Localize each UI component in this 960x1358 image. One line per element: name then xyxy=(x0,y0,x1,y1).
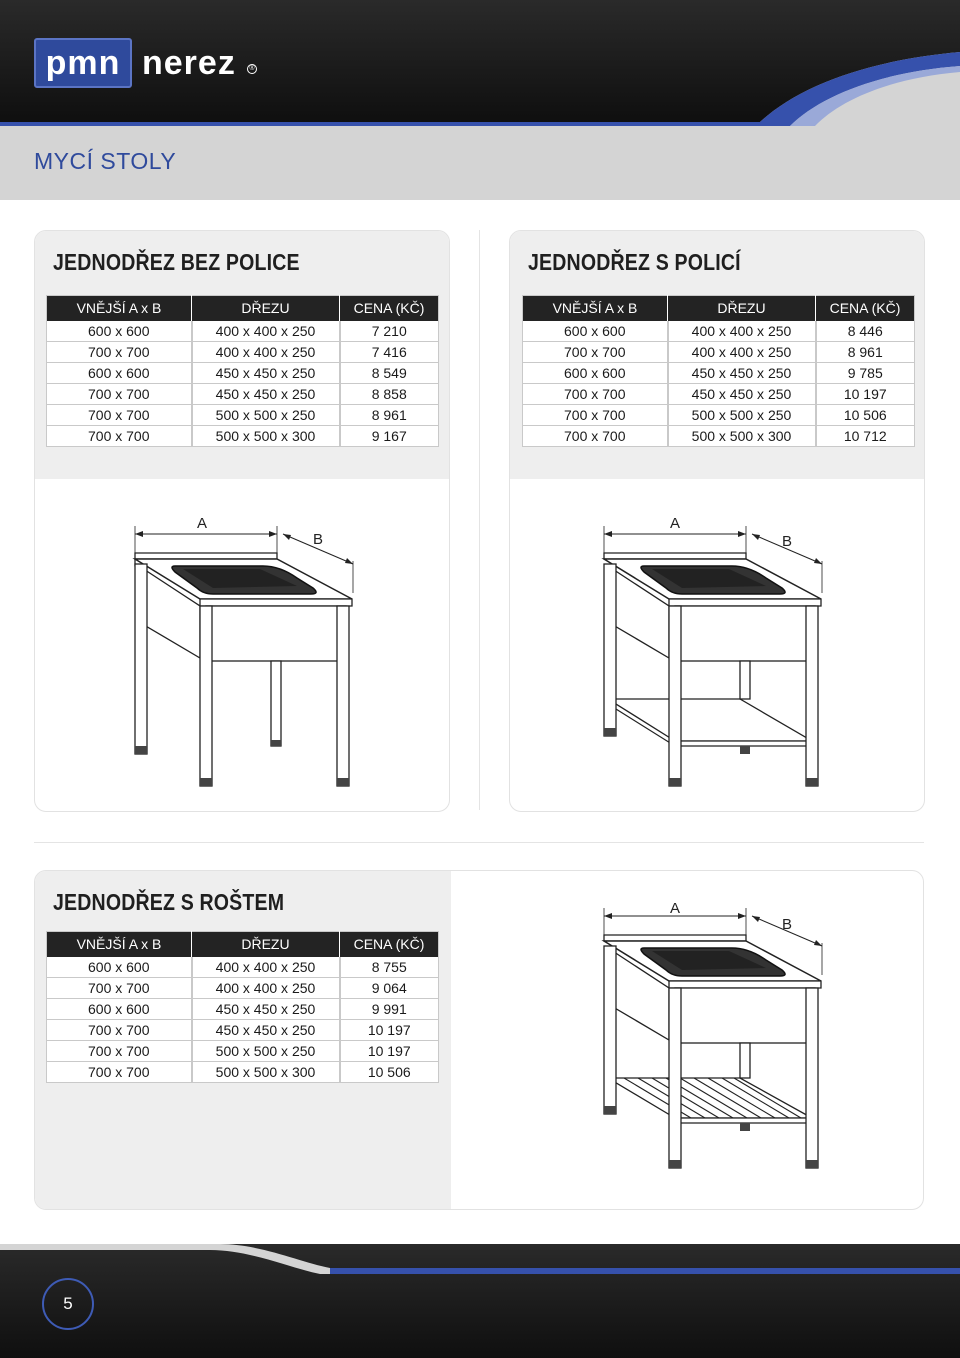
price-table xyxy=(46,931,439,1083)
table-row xyxy=(523,363,915,384)
dimension-b-label: B xyxy=(782,916,793,933)
table-row xyxy=(47,363,439,384)
dimension-b-label: B xyxy=(313,531,324,548)
price-cell: 7 416 xyxy=(340,342,439,363)
outer-size-cell: 700 x 700 xyxy=(47,384,192,405)
outer-size-cell: 600 x 600 xyxy=(523,363,668,384)
footer-background xyxy=(0,1244,960,1358)
logo-nerez: nerez xyxy=(142,44,236,82)
price-cell: 8 446 xyxy=(816,321,915,342)
section-title: JEDNODŘEZ S ROŠTEM xyxy=(53,889,285,915)
price-cell: 9 991 xyxy=(340,999,439,1020)
outer-size-cell: 700 x 700 xyxy=(47,1041,192,1062)
table-row xyxy=(47,999,439,1020)
price-cell: 9 785 xyxy=(816,363,915,384)
sink-size-cell: 450 x 450 x 250 xyxy=(668,363,816,384)
outer-size-cell: 600 x 600 xyxy=(47,999,192,1020)
sink-table-grate-diagram xyxy=(590,896,920,1196)
sink-size-cell: 400 x 400 x 250 xyxy=(192,321,340,342)
table-row xyxy=(47,957,439,978)
sink-size-cell: 400 x 400 x 250 xyxy=(668,342,816,363)
table-row xyxy=(523,426,915,447)
dimension-b-label: B xyxy=(782,533,793,550)
outer-size-cell: 700 x 700 xyxy=(523,405,668,426)
section-title: JEDNODŘEZ S POLICÍ xyxy=(528,249,741,275)
table-row xyxy=(47,1020,439,1041)
outer-size-cell: 700 x 700 xyxy=(523,384,668,405)
table-row xyxy=(523,405,915,426)
price-cell: 10 712 xyxy=(816,426,915,447)
price-cell: 10 197 xyxy=(816,384,915,405)
panel-without-shelf xyxy=(34,230,450,812)
outer-size-cell: 600 x 600 xyxy=(47,957,192,978)
outer-size-cell: 700 x 700 xyxy=(47,342,192,363)
sink-size-cell: 400 x 400 x 250 xyxy=(192,342,340,363)
outer-size-cell: 600 x 600 xyxy=(523,321,668,342)
sink-size-cell: 450 x 450 x 250 xyxy=(192,1020,340,1041)
outer-size-cell: 700 x 700 xyxy=(47,1020,192,1041)
sink-size-cell: 450 x 450 x 250 xyxy=(192,999,340,1020)
sink-size-cell: 500 x 500 x 250 xyxy=(192,1041,340,1062)
table-row xyxy=(47,342,439,363)
dimension-a-label: A xyxy=(670,900,681,917)
sink-size-cell: 450 x 450 x 250 xyxy=(668,384,816,405)
registered-mark: ® xyxy=(247,64,257,74)
vertical-divider xyxy=(479,230,480,810)
table-row xyxy=(523,342,915,363)
header-price: CENA (KČ) xyxy=(340,932,439,957)
section-title: JEDNODŘEZ BEZ POLICE xyxy=(53,249,300,275)
table-row xyxy=(523,384,915,405)
price-table xyxy=(522,295,915,447)
page-header xyxy=(0,0,960,200)
price-cell: 10 197 xyxy=(340,1041,439,1062)
sink-size-cell: 500 x 500 x 250 xyxy=(192,405,340,426)
price-cell: 8 961 xyxy=(816,342,915,363)
price-cell: 9 064 xyxy=(340,978,439,999)
page-number-badge: 5 xyxy=(42,1278,94,1330)
logo-pmn: pmn xyxy=(34,38,132,88)
table-row xyxy=(523,321,915,342)
outer-size-cell: 600 x 600 xyxy=(47,363,192,384)
sink-size-cell: 400 x 400 x 250 xyxy=(192,978,340,999)
header-outer-size: VNĚJŠÍ A x B xyxy=(47,296,192,321)
dimension-a-label: A xyxy=(670,515,681,532)
header-price: CENA (KČ) xyxy=(816,296,915,321)
header-outer-size: VNĚJŠÍ A x B xyxy=(523,296,668,321)
table-row xyxy=(47,321,439,342)
price-cell: 8 755 xyxy=(340,957,439,978)
price-table xyxy=(46,295,439,447)
table-row xyxy=(47,978,439,999)
header-sink-size: DŘEZU xyxy=(668,296,816,321)
header-sink-size: DŘEZU xyxy=(192,296,340,321)
price-cell: 8 961 xyxy=(340,405,439,426)
table-row xyxy=(47,1041,439,1062)
sink-size-cell: 450 x 450 x 250 xyxy=(192,363,340,384)
outer-size-cell: 600 x 600 xyxy=(47,321,192,342)
outer-size-cell: 700 x 700 xyxy=(47,405,192,426)
sink-size-cell: 500 x 500 x 300 xyxy=(192,1062,340,1083)
sink-table-diagram xyxy=(115,506,445,806)
table-row xyxy=(47,405,439,426)
table-row xyxy=(47,384,439,405)
sink-size-cell: 500 x 500 x 300 xyxy=(668,426,816,447)
price-cell: 10 506 xyxy=(816,405,915,426)
horizontal-divider xyxy=(34,842,924,843)
panel-with-shelf xyxy=(509,230,925,812)
dimension-a-label: A xyxy=(197,515,208,532)
page-title: MYCÍ STOLY xyxy=(34,148,177,174)
price-cell: 8 549 xyxy=(340,363,439,384)
header-outer-size: VNĚJŠÍ A x B xyxy=(47,932,192,957)
header-sink-size: DŘEZU xyxy=(192,932,340,957)
price-cell: 10 506 xyxy=(340,1062,439,1083)
sink-size-cell: 500 x 500 x 300 xyxy=(192,426,340,447)
sink-size-cell: 500 x 500 x 250 xyxy=(668,405,816,426)
outer-size-cell: 700 x 700 xyxy=(47,978,192,999)
price-cell: 9 167 xyxy=(340,426,439,447)
panel-with-grate xyxy=(34,870,924,1210)
header-price: CENA (KČ) xyxy=(340,296,439,321)
table-row xyxy=(47,426,439,447)
sink-table-shelf-diagram xyxy=(590,506,920,806)
outer-size-cell: 700 x 700 xyxy=(523,342,668,363)
page-footer xyxy=(0,1244,960,1358)
price-cell: 7 210 xyxy=(340,321,439,342)
outer-size-cell: 700 x 700 xyxy=(47,1062,192,1083)
sink-size-cell: 400 x 400 x 250 xyxy=(668,321,816,342)
sink-size-cell: 400 x 400 x 250 xyxy=(192,957,340,978)
outer-size-cell: 700 x 700 xyxy=(523,426,668,447)
table-row xyxy=(47,1062,439,1083)
sink-size-cell: 450 x 450 x 250 xyxy=(192,384,340,405)
price-cell: 8 858 xyxy=(340,384,439,405)
outer-size-cell: 700 x 700 xyxy=(47,426,192,447)
price-cell: 10 197 xyxy=(340,1020,439,1041)
